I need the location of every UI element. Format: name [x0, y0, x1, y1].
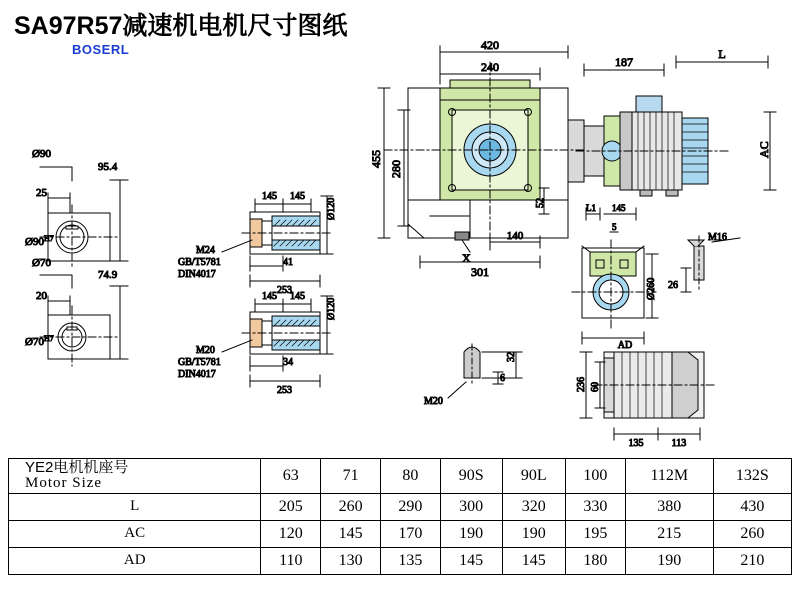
label-m-M16: M16 [708, 232, 727, 243]
label-dim-749: 74.9 [98, 269, 118, 281]
label-m-d260: Ø260 [646, 277, 657, 300]
bolt-detail-m16 [681, 236, 740, 292]
label-key1-m24: M24 [196, 245, 215, 256]
cell-size-7: 132S [713, 459, 791, 494]
cell-size-2: 80 [381, 459, 441, 494]
label-m-AC: AC [757, 141, 771, 158]
cell-L-0: 205 [261, 493, 321, 520]
cell-size-4: 90L [502, 459, 565, 494]
cell-L-7: 430 [713, 493, 791, 520]
label-m-L1: L1 [586, 203, 596, 213]
brand-logo: BOSERL [72, 42, 130, 57]
label-dim-954: 95.4 [98, 161, 118, 173]
label-d70-top: Ø70 [32, 257, 51, 269]
label-m-AD: AD [617, 340, 633, 351]
label-key1-253: 253 [277, 285, 292, 296]
label-key1-gb: GB/T5781 [178, 257, 221, 268]
label-key1-145a: 145 [262, 191, 277, 202]
cell-AC-1: 145 [321, 520, 381, 547]
label-main-140: 140 [506, 230, 524, 242]
cell-size-5: 100 [566, 459, 626, 494]
label-m-145: 145 [612, 203, 626, 213]
cell-AD-6: 190 [625, 547, 713, 574]
cell-AC-0: 120 [261, 520, 321, 547]
cell-size-0: 63 [261, 459, 321, 494]
label-key2-d120: Ø120 [326, 297, 337, 320]
cell-size-1: 71 [321, 459, 381, 494]
cell-AC-5: 195 [566, 520, 626, 547]
label-main-455: 455 [369, 150, 383, 168]
label-key1-145b: 145 [290, 191, 305, 202]
label-base-135: 135 [628, 438, 644, 449]
label-key2-145b: 145 [290, 291, 305, 302]
shaft-assembly-m24 [222, 196, 333, 287]
label-base-113: 113 [671, 438, 687, 449]
cell-AD-5: 180 [566, 547, 626, 574]
label-foot-32: 32 [506, 352, 517, 362]
bore-view-70 [40, 275, 128, 366]
row-label-motor-size [9, 459, 261, 494]
table-row-AC [9, 520, 792, 547]
row-label-AC: AC [9, 520, 261, 547]
label-key2-34: 34 [283, 357, 293, 368]
cell-L-2: 290 [381, 493, 441, 520]
cell-AD-2: 135 [381, 547, 441, 574]
bore-view-90 [40, 167, 128, 268]
label-dim-25: 25 [36, 187, 47, 199]
cell-AC-6: 215 [625, 520, 713, 547]
cell-AD-1: 130 [321, 547, 381, 574]
cell-L-3: 300 [440, 493, 502, 520]
cell-AD-3: 145 [440, 547, 502, 574]
label-main-280: 280 [389, 160, 403, 178]
cell-L-6: 380 [625, 493, 713, 520]
cell-AC-4: 190 [502, 520, 565, 547]
label-main-52: 52 [535, 198, 546, 208]
gearbox-front-view [378, 46, 600, 268]
label-main-x: X [462, 251, 471, 265]
label-key2-253: 253 [277, 385, 292, 396]
label-m-187: 187 [615, 55, 633, 69]
label-key2-145a: 145 [262, 291, 277, 302]
motor-dimension-table [8, 458, 792, 575]
cell-size-6: 112M [625, 459, 713, 494]
label-m-L: L [718, 47, 726, 61]
cell-size-3: 90S [440, 459, 502, 494]
label-m-5: 5 [612, 222, 617, 232]
label-d70-bore: $Ø70^{H7}$ [25, 334, 54, 348]
cell-L-4: 320 [502, 493, 565, 520]
cell-L-5: 330 [566, 493, 626, 520]
motor-base-view [580, 352, 716, 440]
page-title: SA97R57减速机电机尺寸图纸 [14, 12, 348, 40]
cell-AD-0: 110 [261, 547, 321, 574]
cell-L-1: 260 [321, 493, 381, 520]
label-key1-din: DIN4017 [178, 269, 216, 280]
row-label-motor-size-en: Motor Size [25, 474, 103, 491]
row-label-motor-size-cn: YE2电机机座号 [25, 459, 129, 476]
cell-AC-3: 190 [440, 520, 502, 547]
label-base-236: 236 [576, 377, 587, 392]
row-label-AD: AD [9, 547, 261, 574]
motor-assembly-view [576, 56, 776, 232]
label-main-240: 240 [481, 60, 499, 74]
cell-AC-7: 260 [713, 520, 791, 547]
label-key2-din: DIN4017 [178, 369, 216, 380]
label-foot-m20: M20 [424, 396, 443, 407]
label-foot-6: 6 [500, 373, 505, 384]
row-label-L: L [9, 493, 261, 520]
table-row-L [9, 493, 792, 520]
cell-AD-7: 210 [713, 547, 791, 574]
table-row-motor-size [9, 459, 792, 494]
label-key2-m20: M20 [196, 345, 215, 356]
label-key1-41: 41 [283, 257, 293, 268]
label-key1-d120: Ø120 [326, 197, 337, 220]
label-main-301: 301 [471, 265, 489, 279]
label-base-60: 60 [590, 382, 601, 392]
label-key2-gb: GB/T5781 [178, 357, 221, 368]
label-dim-20: 20 [36, 290, 47, 302]
cell-AD-4: 145 [502, 547, 565, 574]
label-d90-top: Ø90 [32, 148, 51, 160]
label-m-26: 26 [668, 280, 678, 291]
shaft-assembly-m20 [222, 296, 333, 387]
cell-AC-2: 170 [381, 520, 441, 547]
table-row-AD [9, 547, 792, 574]
label-main-420: 420 [481, 38, 499, 52]
label-d90-bore: $Ø90^{H7}$ [25, 234, 54, 248]
